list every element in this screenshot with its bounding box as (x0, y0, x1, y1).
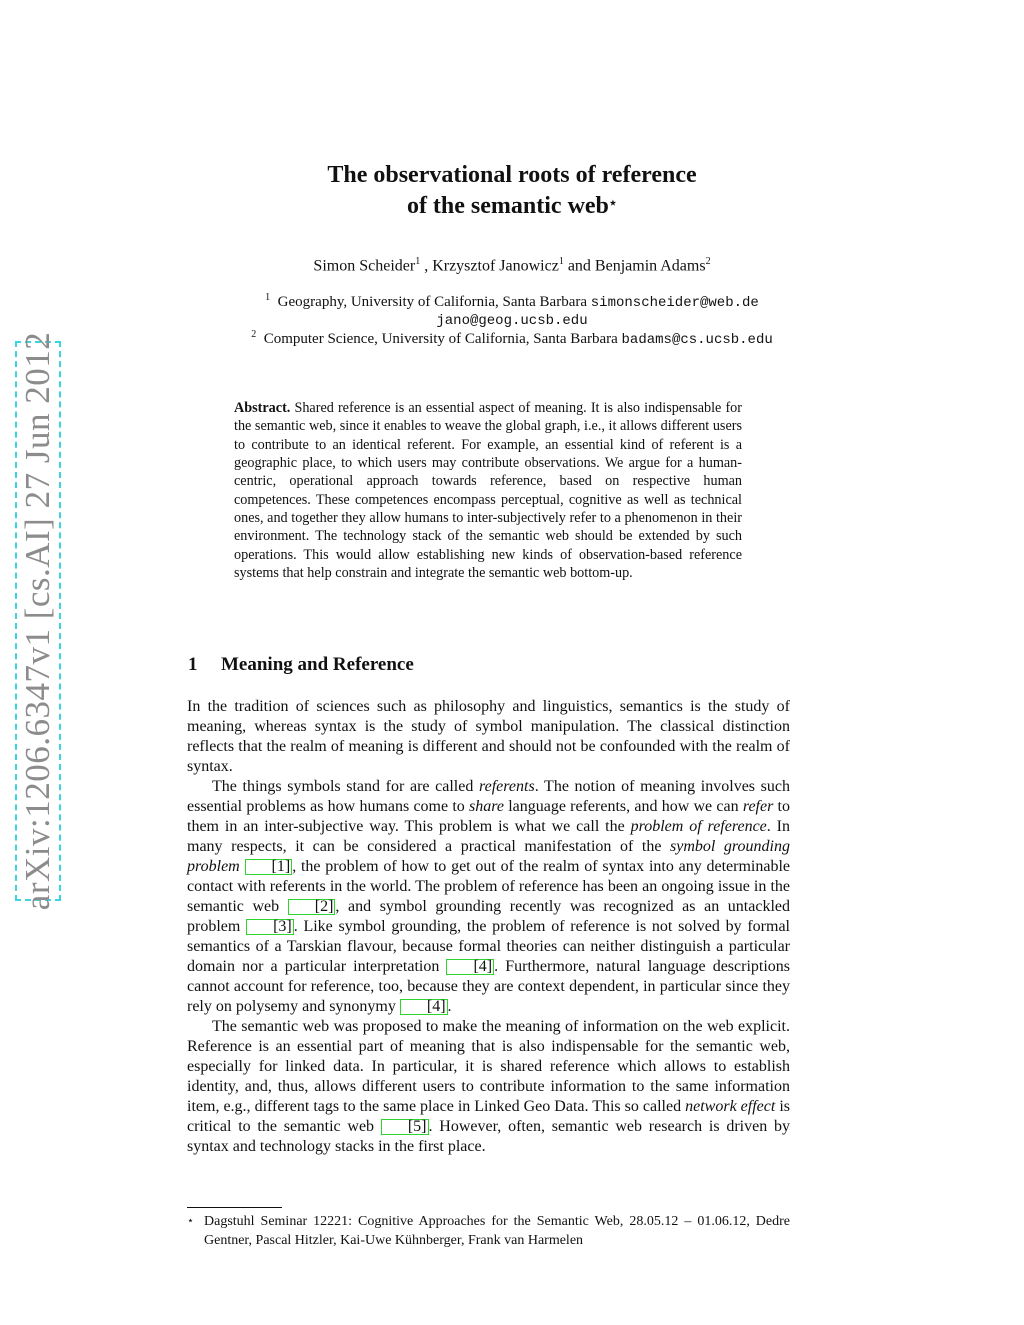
citation-link[interactable]: [4] (446, 959, 494, 975)
citation-link[interactable]: [4] (400, 999, 448, 1015)
footnote-text: Dagstuhl Seminar 12221: Cognitive Approaches for the Semantic Web, 28.05.12 – 01.06.12, Dedre Gentner, Pascal Hitzler, Kai-Uwe Kühnberger, Frank van Harmelen (204, 1214, 790, 1248)
title-line-2: of the semantic web⋆ (406, 193, 618, 219)
abstract-label: Abstract. (234, 400, 291, 416)
author-3: Benjamin Adams (594, 257, 706, 275)
footnote-divider (187, 1207, 282, 1208)
citation-link[interactable]: [3] (246, 919, 294, 935)
affiliation-1-email-2 (0, 312, 1024, 329)
footnote-mark: ⋆ (187, 1215, 194, 1227)
author-1: Simon Scheider (313, 257, 416, 275)
paper-title (0, 160, 1024, 222)
section-title: Meaning and Reference (221, 654, 414, 675)
citation-link[interactable]: [2] (288, 899, 336, 915)
affiliation-1: $^1$ Geography, University of California, Santa Barbara simonscheider@web.de (265, 292, 759, 311)
citation-link[interactable]: [1] (245, 859, 293, 875)
author-list: Simon Scheider$^1$ , Krzysztof Janowicz$^1$ and Benjamin Adams$^2$ (313, 256, 711, 275)
section-heading (188, 654, 414, 676)
section-number: 1 (188, 654, 198, 675)
body-text (187, 697, 790, 1157)
paragraph: The semantic web was proposed to make the meaning of information on the web explicit. Reference is an essential part of meaning that is also indispensable for the semantic web, especially for linked data. In particular, it is shared reference which allows to establish identity, and, thus, allows different users to contribute information to the same information item, e.g., different tags to the same place in Linked Geo Data. This so called network effect is critical to the semantic web [5] . However, often, semantic web research is driven by syntax and technology stacks in the first place. (187, 1018, 791, 1155)
paragraph: In the tradition of sciences such as philosophy and linguistics, semantics is the study of meaning, whereas syntax is the study of symbol manipulation. The classical distinction reflects that the realm of meaning is different and should not be confounded with the realm of syntax. (187, 698, 790, 775)
paragraph: The things symbols stand for are called referents. The notion of meaning involves such essential problems as how humans come to share language referents, and how we can refer to them in an inter-subjective way. This problem is what we call the problem of reference. In many respects, it can be considered a practical manifestation of the symbol grounding problem [1] , the problem of how to get out of the realm of syntax into any determinable contact with referents in the world. The problem of reference has been an ongoing issue in the semantic web [2] , and symbol grounding recently was recognized as an untackled problem [3] . Like symbol grounding, the problem of reference is not solved by formal semantics of a Tarskian flavour, because formal theories can neither distinguish a particular domain nor a particular interpretation [4] . Furthermore, natural language descriptions cannot account for reference, too, because they are context dependent, in particular since they rely on polysemy and synonymy [4] . (187, 778, 791, 1015)
arxiv-stamp-text: arXiv:1206.6347v1 [cs.AI] 27 Jun 2012 (18, 331, 57, 911)
citation-link[interactable]: [5] (381, 1119, 429, 1135)
email-link[interactable]: badams@cs.ucsb.edu (621, 332, 773, 348)
arxiv-stamp (15, 331, 61, 911)
abstract (234, 399, 742, 582)
footnote (187, 1212, 790, 1250)
title-line-1: The observational roots of reference (327, 162, 697, 188)
abstract-text: Shared reference is an essential aspect of meaning. It is also indispensable for the semantic web, since it enables to weave the global graph, i.e., it allows different users to contribute to an identical referent. For example, an essential kind of referent is a geographic place, to which users may contribute observations. We argue for a human-centric, operational approach towards reference, based on respective human competences. These competences encompass perceptual, cognitive as well as technical ones, and together they allow humans to inter-subjectively refer to a phenomenon in their environment. The technology stack of the semantic web should be extended by such operations. This would allow establishing new kinds of observation-based reference systems that help constrain and integrate the semantic web bottom-up. (234, 400, 742, 582)
author-2: Krzysztof Janowicz (432, 257, 559, 275)
title-footnote-mark: ⋆ (608, 195, 618, 210)
affiliation-2: $^2$ Computer Science, University of California, Santa Barbara badams@cs.ucsb.edu (251, 329, 773, 348)
email-link[interactable]: simonscheider@web.de (590, 295, 759, 311)
email-link[interactable]: jano@geog.ucsb.edu (436, 313, 588, 329)
